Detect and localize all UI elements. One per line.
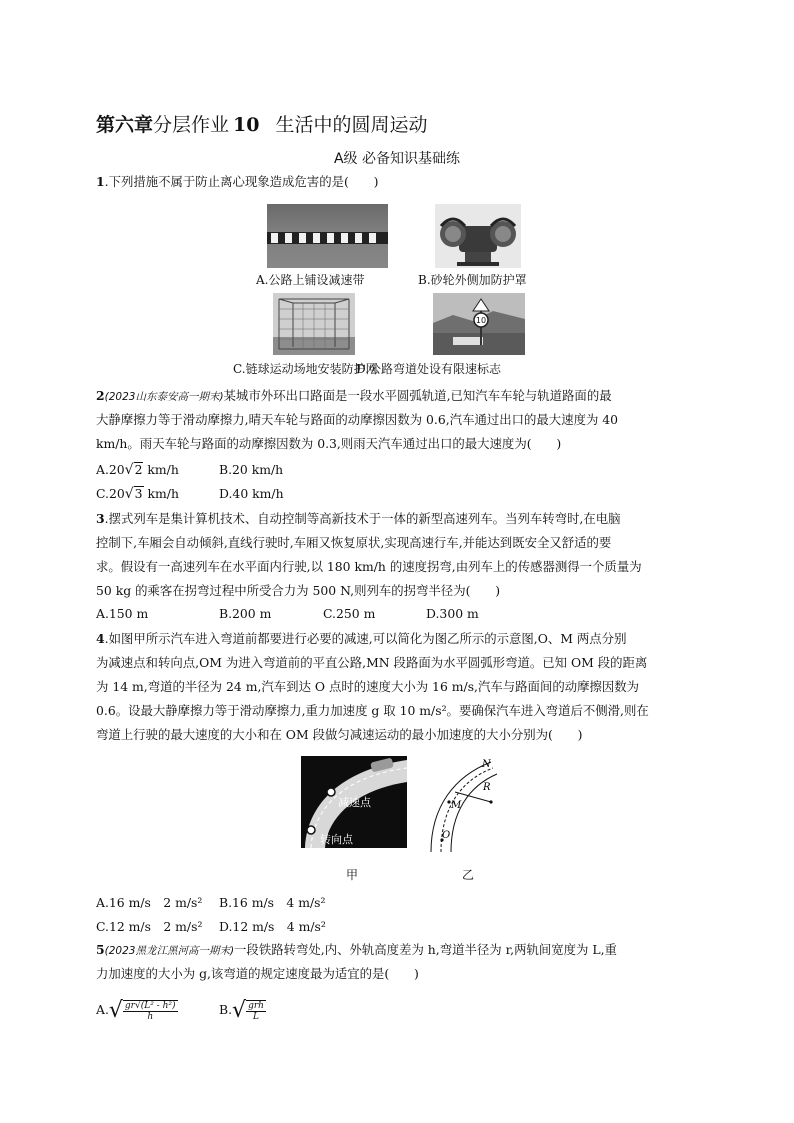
q3-option-c[interactable]: C.250 m xyxy=(323,606,376,621)
sqrt-icon: √ xyxy=(124,486,134,502)
option-label: A. xyxy=(96,1002,109,1017)
question-text: 一段铁路转弯处,内、外轨高度差为 h,弯道半径为 r,两轨间宽度为 L,重 xyxy=(234,942,617,957)
label-N: N xyxy=(482,759,491,770)
q3-option-d[interactable]: D.300 m xyxy=(426,606,479,621)
question-5-line-1 xyxy=(96,942,617,959)
q2-option-b[interactable]: B.20 km/h xyxy=(219,462,284,477)
radicand: 2 xyxy=(134,462,143,477)
title-topic: 生活中的圆周运动 xyxy=(275,114,428,136)
caption-a: A.公路上铺设减速带 xyxy=(256,273,365,287)
question-4-line-4: 0.6。设最大静摩擦力等于滑动摩擦力,重力加速度 g 取 10 m/s²。要确保汽车进入弯道后不侧滑,则在 xyxy=(96,703,649,718)
question-3-line-3: 求。假设有一高速列车在水平面内行驶,以 180 km/h 的速度拐弯,由列车上的传感器测得一个质量为 xyxy=(96,559,642,574)
q2-option-c[interactable] xyxy=(96,486,179,502)
label-R: R xyxy=(483,782,491,793)
sqrt-icon: √ xyxy=(232,998,247,1023)
sign-speed-number: 10 xyxy=(475,316,487,325)
question-3-line-1 xyxy=(96,511,621,527)
caption-c: C.链球运动场地安装防护网 xyxy=(233,362,378,376)
q4-option-b[interactable]: B.16 m/s 4 m/s² xyxy=(219,895,326,910)
question-source: (2023山东泰安高一期末) xyxy=(104,391,224,403)
option-label: B. xyxy=(219,1002,233,1017)
photo-protective-net xyxy=(273,293,355,355)
q3-option-a[interactable]: A.150 m xyxy=(96,606,149,621)
section-heading: A级 必备知识基础练 xyxy=(333,151,461,167)
question-3-line-2: 控制下,车厢会自动倾斜,直线行驶时,车厢又恢复原状,实现高速行车,并能达到既安全又舒适的要 xyxy=(96,535,612,550)
question-2-line-2: 大静摩擦力等于滑动摩擦力,晴天车轮与路面的动摩擦因数为 0.6,汽车通过出口的最大速度为 40 xyxy=(96,412,619,427)
question-2-line-1 xyxy=(96,388,612,405)
assignment-number: 10 xyxy=(233,114,260,136)
label-M: M xyxy=(451,800,462,811)
question-1-stem xyxy=(96,174,378,190)
question-number: 2 xyxy=(96,388,105,403)
question-4-line-5: 弯道上行驶的最大速度的大小和在 OM 段做匀减速运动的最小加速度的大小分别为( ) xyxy=(96,727,583,742)
photo-grinding-wheel xyxy=(435,204,521,268)
figure-caption-yi: 乙 xyxy=(462,868,475,882)
q4-option-c[interactable]: C.12 m/s 2 m/s² xyxy=(96,919,203,934)
label-deceleration-point: 减速点 xyxy=(338,796,371,809)
sqrt-icon: √ xyxy=(108,998,123,1023)
question-text: .摆式列车是集计算机技术、自动控制等高新技术于一体的新型高速列车。当列车转弯时,在电脑 xyxy=(104,511,621,526)
numerator: grh xyxy=(248,1000,264,1011)
photo-speed-limit-sign xyxy=(433,293,525,355)
question-4-line-1 xyxy=(96,631,626,647)
figure-yi-diagram xyxy=(425,756,505,854)
question-number: 1 xyxy=(96,174,105,189)
option-text: A.20 xyxy=(96,462,125,477)
option-unit: km/h xyxy=(147,486,179,501)
q2-option-a[interactable] xyxy=(96,462,179,478)
question-2-line-3: km/h。雨天车轮与路面的动摩擦因数为 0.3,则雨天汽车通过出口的最大速度为( ) xyxy=(96,436,562,451)
question-text: 某城市外环出口路面是一段水平圆弧轨道,已知汽车车轮与轨道路面的最 xyxy=(223,388,612,403)
question-text: .下列措施不属于防止离心现象造成危害的是( ) xyxy=(104,174,379,189)
denominator: h xyxy=(147,1011,154,1022)
page-title xyxy=(96,110,428,137)
q4-option-d[interactable]: D.12 m/s 4 m/s² xyxy=(219,919,326,934)
question-4-line-3: 为 14 m,弯道的半径为 24 m,汽车到达 O 点时的速度大小为 16 m/s,汽车与路面间的动摩擦因数为 xyxy=(96,679,640,694)
question-source: (2023黑龙江黑河高一期末) xyxy=(104,945,235,957)
q3-option-b[interactable]: B.200 m xyxy=(219,606,272,621)
fraction xyxy=(123,1000,178,1022)
caption-d: D.公路弯道处设有限速标志 xyxy=(356,362,502,376)
q4-option-a[interactable]: A.16 m/s 2 m/s² xyxy=(96,895,203,910)
question-number: 5 xyxy=(96,942,105,957)
sqrt-icon: √ xyxy=(124,462,134,478)
denominator: L xyxy=(253,1011,259,1022)
figure-jia-road-photo xyxy=(301,756,407,848)
label-O: O xyxy=(442,830,451,841)
question-5-line-2: 力加速度的大小为 g,该弯道的规定速度最为适宜的是( ) xyxy=(96,966,419,981)
title-assignment: 分层作业 xyxy=(153,114,230,136)
question-number: 3 xyxy=(96,511,105,526)
numerator: gr√(L² - h²) xyxy=(124,1000,176,1011)
q5-option-a[interactable] xyxy=(96,998,178,1023)
radicand: 3 xyxy=(134,486,143,501)
label-turning-point: 转向点 xyxy=(320,833,353,846)
question-4-line-2: 为减速点和转向点,OM 为进入弯道前的平直公路,MN 段路面为水平圆弧形弯道。已知 OM 段的距离 xyxy=(96,655,648,670)
photo-speed-bump xyxy=(267,204,388,268)
fraction xyxy=(246,1000,266,1022)
caption-b: B.砂轮外侧加防护罩 xyxy=(418,273,527,287)
question-3-line-4: 50 kg 的乘客在拐弯过程中所受合力为 500 N,则列车的拐弯半径为( ) xyxy=(96,583,501,598)
option-unit: km/h xyxy=(147,462,179,477)
option-text: C.20 xyxy=(96,486,125,501)
q2-option-d[interactable]: D.40 km/h xyxy=(219,486,284,501)
q5-option-b[interactable] xyxy=(219,998,266,1023)
chapter-label: 第六章 xyxy=(96,114,154,136)
figure-caption-jia: 甲 xyxy=(346,868,359,882)
question-number: 4 xyxy=(96,631,105,646)
question-text: .如图甲所示汽车进入弯道前都要进行必要的减速,可以简化为图乙所示的示意图,O、M 两点分别 xyxy=(104,631,627,646)
